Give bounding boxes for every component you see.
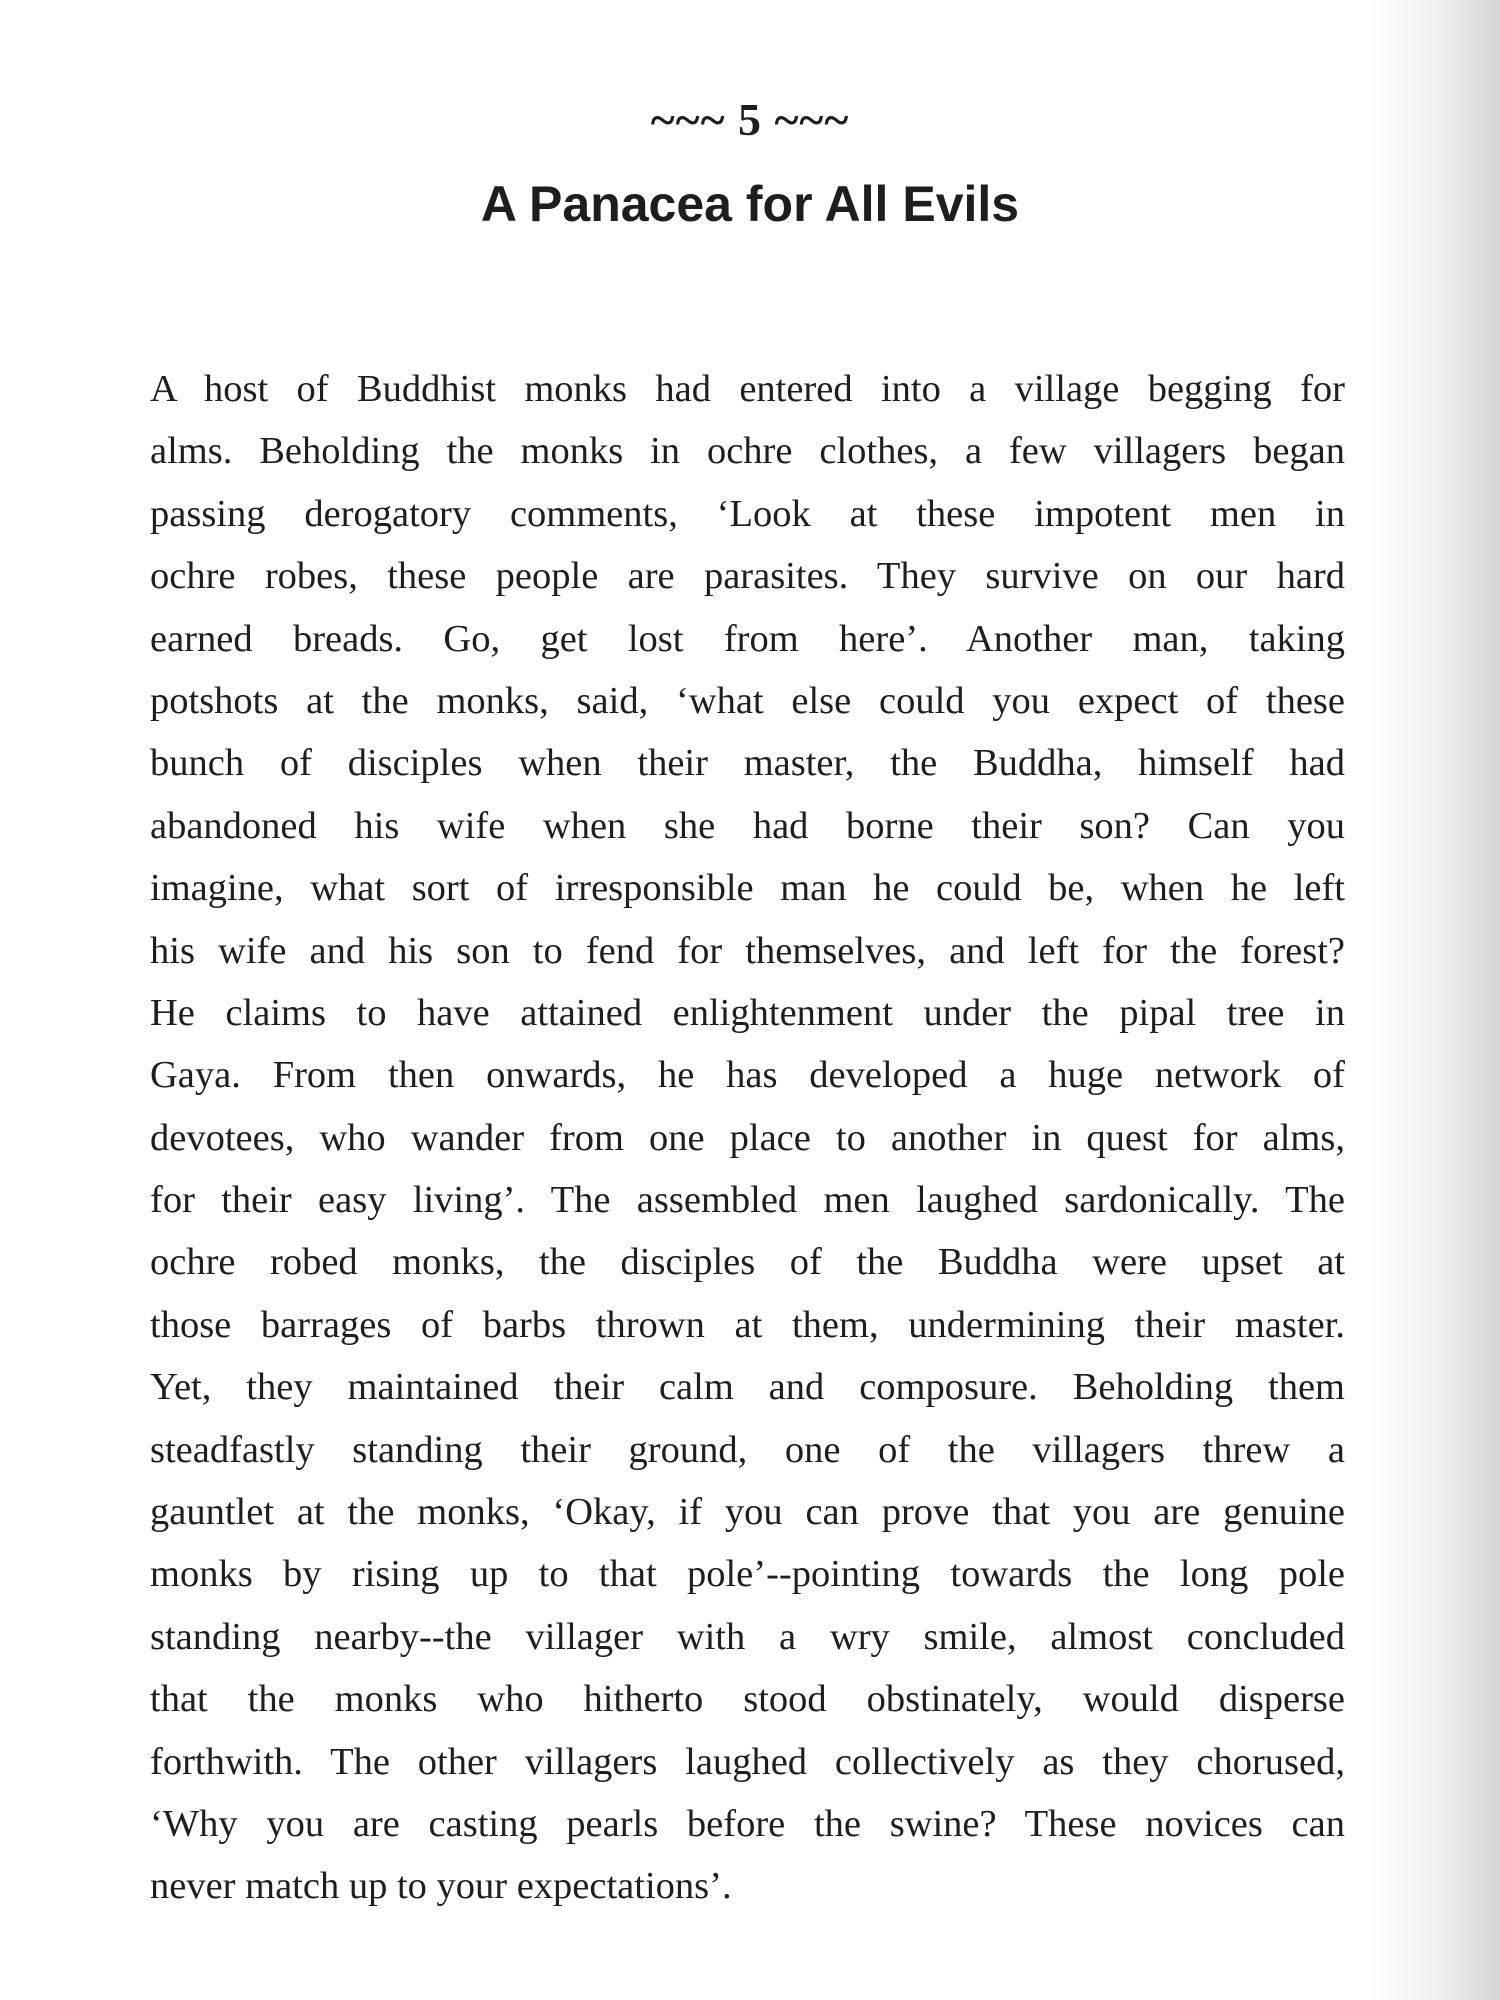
text-line: devotees, who wander from one place to another in quest for alms, [150,1116,1345,1159]
chapter-title: A Panacea for All Evils [480,176,1020,232]
text-line: those barrages of barbs thrown at them, undermining their master. [150,1303,1345,1346]
text-line: that the monks who hitherto stood obstinately, would disperse [150,1678,1345,1721]
text-line: ochre robes, these people are parasites. They survive on our hard [150,555,1345,598]
text-line: bunch of disciples when their master, the Buddha, himself had [150,742,1345,785]
text-line: forthwith. The other villagers laughed collectively as they chorused, [150,1740,1345,1783]
chapter-number: ~~~ 5 ~~~ [650,94,850,145]
text-line: monks by rising up to that pole’--pointing towards the long pole [150,1553,1345,1596]
text-line: passing derogatory comments, ‘Look at these impotent men in [150,492,1345,535]
text-line: potshots at the monks, said, ‘what else could you expect of these [150,679,1345,722]
text-line: Yet, they maintained their calm and composure. Beholding them [150,1366,1345,1409]
text-line: imagine, what sort of irresponsible man he could be, when he left [150,867,1345,910]
text-line: ‘Why you are casting pearls before the swine? These novices can [150,1802,1345,1845]
text-line: steadfastly standing their ground, one of the villagers threw a [150,1428,1345,1471]
text-line: earned breads. Go, get lost from here’. Another man, taking [150,617,1345,660]
text-line: A host of Buddhist monks had entered into a village begging for [150,368,1345,410]
text-line: Gaya. From then onwards, he has developed a huge network of [150,1054,1345,1097]
text-line: abandoned his wife when she had borne their son? Can you [150,804,1345,847]
text-line: alms. Beholding the monks in ochre clothes, a few villagers began [150,430,1345,473]
text-line: ochre robed monks, the disciples of the Buddha were upset at [150,1241,1345,1284]
text-line: He claims to have attained enlightenment under the pipal tree in [150,991,1345,1034]
body-paragraph [150,358,1345,1918]
text-line: gauntlet at the monks, ‘Okay, if you can prove that you are genuine [150,1491,1345,1534]
text-line: never match up to your expectations’. [150,1865,732,1908]
text-line: standing nearby--the villager with a wry smile, almost concluded [150,1615,1345,1658]
page-gutter-shadow [1370,0,1500,2000]
text-line: his wife and his son to fend for themselves, and left for the forest? [150,929,1345,972]
text-line: for their easy living’. The assembled men laughed sardonically. The [150,1179,1345,1222]
